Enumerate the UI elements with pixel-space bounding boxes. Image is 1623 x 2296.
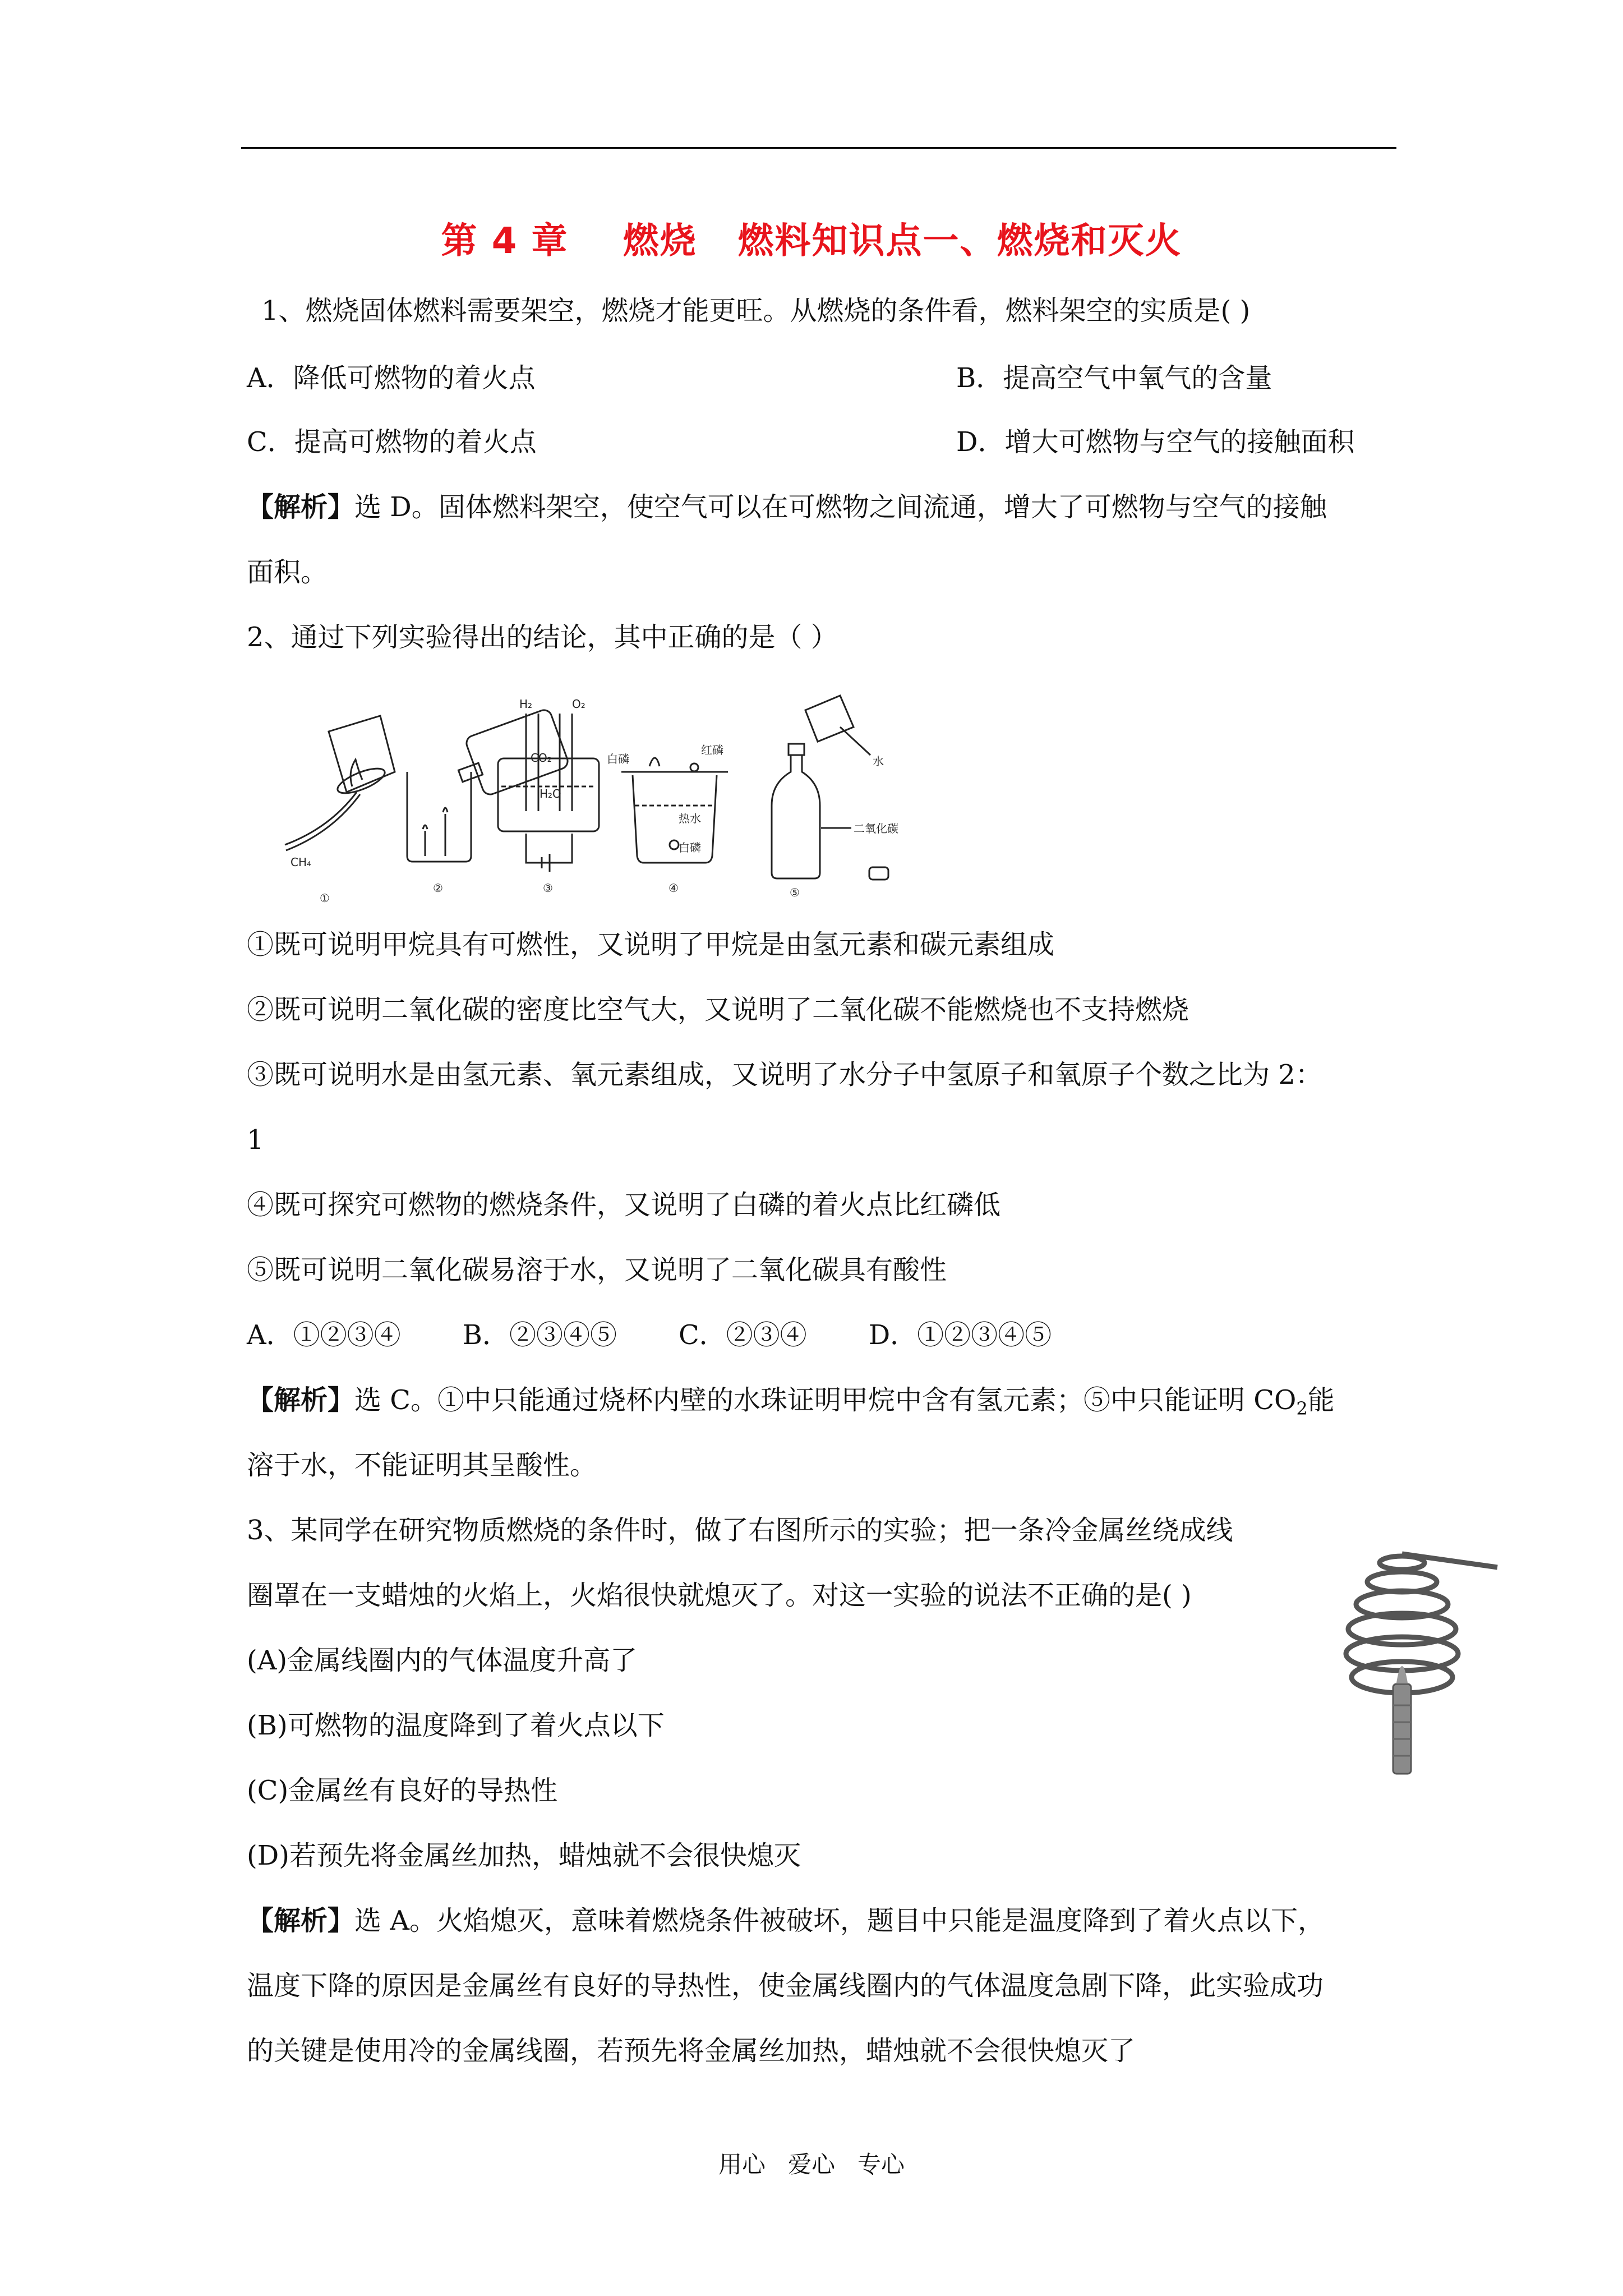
q3-analysis-line3: 的关键是使用冷的金属线圈，若预先将金属丝加热，蜡烛就不会很快熄灭了 [247, 2035, 1136, 2067]
label-n3: ③ [543, 881, 553, 895]
q3-metal-coil-candle-figure [1324, 1537, 1503, 1778]
q1-options-row1 [247, 361, 1272, 395]
q1-options-row2 [247, 425, 1355, 459]
q2-analysis-line1: 【解析】选 C。①中只能通过烧杯内壁的水珠证明甲烷中含有氢元素；⑤中只能证明 $CO_2$能 [247, 1384, 1335, 1419]
label-o2: O₂ [572, 697, 585, 711]
q2-statement-5: ⑤既可说明二氧化碳易溶于水，又说明了二氧化碳具有酸性 [247, 1254, 947, 1286]
label-n2: ② [433, 881, 443, 895]
q3-stem-line1: 3、某同学在研究物质燃烧的条件时，做了右图所示的实验；把一条冷金属丝绕成线 [247, 1515, 1233, 1546]
q2-option-d: D．①②③④⑤ [868, 1319, 1052, 1351]
q3-analysis-line2: 温度下降的原因是金属丝有良好的导热性，使金属线圈内的气体温度急剧下降，此实验成功 [247, 1970, 1324, 2001]
q2-option-b: B．②③④⑤ [462, 1319, 617, 1351]
q3-option-c: (C)金属丝有良好的导热性 [247, 1775, 558, 1806]
experiment-5-drawing [772, 696, 888, 880]
q3-analysis-tag: 【解析】 [247, 1905, 355, 1936]
q2-option-c: C．②③④ [678, 1319, 807, 1351]
q1-option-c: C．提高可燃物的着火点 [247, 426, 537, 458]
label-white-phosphorus-2: 白磷 [679, 841, 701, 854]
q3-option-d: (D)若预先将金属丝加热，蜡烛就不会很快熄灭 [247, 1840, 801, 1871]
label-h2o: H₂O [540, 787, 561, 800]
experiment-2-drawing [407, 708, 570, 862]
q3-stem-line2: 圈罩在一支蜡烛的火焰上，火焰很快就熄灭了。对这一实验的说法不正确的是( ) [247, 1580, 1192, 1611]
q1-stem: 1、燃烧固体燃料需要架空，燃烧才能更旺。从燃烧的条件看，燃料架空的实质是( ) [261, 295, 1251, 326]
label-n1: ① [320, 891, 330, 905]
q2-option-a: A．①②③④ [247, 1319, 401, 1351]
q3-option-b: (B)可燃物的温度降到了着火点以下 [247, 1710, 665, 1741]
q3-analysis-line1: 【解析】选 A。火焰熄灭，意味着燃烧条件被破坏，题目中只能是温度降到了着火点以下， [247, 1905, 1325, 1936]
label-carbon-dioxide: 二氧化碳 [854, 822, 898, 835]
label-h2: H₂ [519, 697, 533, 711]
label-n4: ④ [668, 881, 679, 895]
q2-statement-3a: ③既可说明水是由氢元素、氧元素组成，又说明了水分子中氢原子和氧原子个数之比为 2： [247, 1059, 1322, 1091]
experiment-4-drawing [621, 758, 728, 863]
q3-option-a: (A)金属线圈内的气体温度升高了 [247, 1645, 638, 1676]
q2-statement-1: ①既可说明甲烷具有可燃性，又说明了甲烷是由氢元素和碳元素组成 [247, 929, 1055, 960]
header-rule [241, 147, 1396, 149]
label-red-phosphorus: 红磷 [701, 743, 723, 757]
label-water: 水 [873, 754, 884, 768]
q2-statement-4: ④既可探究可燃物的燃烧条件，又说明了白磷的着火点比红磷低 [247, 1189, 1001, 1221]
q2-statement-2: ②既可说明二氧化碳的密度比空气大，又说明了二氧化碳不能燃烧也不支持燃烧 [247, 994, 1189, 1025]
label-hot-water: 热水 [679, 812, 701, 825]
label-co2: CO₂ [531, 751, 552, 765]
q1-option-a: A．降低可燃物的着火点 [247, 362, 536, 394]
q1-analysis-line2: 面积。 [247, 556, 328, 588]
q2-statement-3b: 1 [247, 1124, 264, 1156]
q2-experiment-figure [262, 688, 947, 908]
q1-analysis-tag: 【解析】 [247, 491, 355, 523]
q1-analysis-line1: 【解析】选 D。固体燃料架空，使空气可以在可燃物之间流通，增大了可燃物与空气的接触 [247, 491, 1327, 523]
q2-options [247, 1318, 1113, 1352]
label-n5: ⑤ [790, 886, 800, 899]
q2-stem: 2、通过下列实验得出的结论，其中正确的是（ ） [247, 622, 838, 653]
label-white-phosphorus: 白磷 [607, 752, 629, 766]
q1-option-d: D．增大可燃物与空气的接触面积 [956, 426, 1355, 458]
q2-analysis-tag: 【解析】 [247, 1384, 355, 1416]
label-ch4: CH₄ [291, 855, 312, 869]
q2-analysis-line2: 溶于水，不能证明其呈酸性。 [247, 1450, 597, 1481]
page-footer: 用心 爱心 专心 [718, 2151, 905, 2178]
page-title: 第 4 章 燃烧 燃料知识点一、燃烧和灭火 [441, 220, 1182, 262]
q1-option-b: B．提高空气中氧气的含量 [956, 362, 1272, 394]
experiment-1-drawing [285, 716, 395, 850]
